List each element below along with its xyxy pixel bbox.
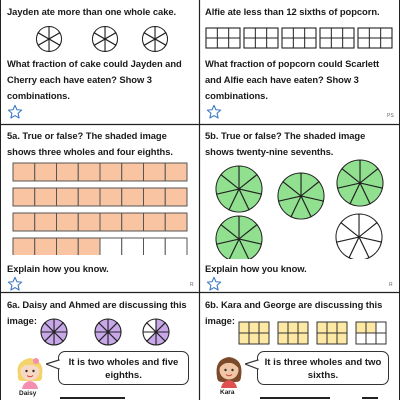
bubble-tail (46, 359, 62, 371)
bar-section (100, 188, 122, 206)
q6b-title-line1: 6b. Kara and George are discussing this (205, 299, 383, 310)
bar-section (35, 238, 57, 255)
q5a-explain: Explain how you know. (7, 263, 109, 274)
bar-section (122, 213, 144, 231)
avatar-name-kara: Kara (220, 389, 235, 396)
bar-section (144, 188, 166, 206)
star-outline-icon[interactable] (206, 276, 222, 292)
grid-cell (327, 333, 337, 344)
q4b-corner-code: PS (387, 113, 394, 119)
bar-section (57, 238, 79, 255)
grid-cell (298, 322, 308, 333)
grid-cell (356, 333, 366, 344)
star-outline-icon[interactable] (206, 104, 222, 120)
question-5a (0, 125, 200, 293)
speech-line1: It is two wholes and five (68, 357, 179, 368)
popcorn-grid (358, 28, 392, 48)
grid-cell (278, 333, 288, 344)
grid-cell (278, 322, 288, 333)
bar-section (57, 163, 79, 181)
bar-section (165, 213, 187, 231)
bar-section (100, 238, 122, 255)
bar-section (35, 213, 57, 231)
fraction-bar (13, 213, 187, 231)
q4a-question-line1: What fraction of cake could Jayden and (7, 58, 182, 69)
q5a-title-line2: shows three wholes and four eighths. (7, 146, 173, 157)
popcorn-grid (320, 28, 354, 48)
q4b-question-line2: and Alfie each have eaten? Show 3 (205, 74, 359, 85)
girl-avatar-icon (209, 350, 249, 390)
fraction-bars (11, 161, 191, 255)
grid-cell (317, 333, 327, 344)
grid-cell (337, 322, 347, 333)
q4a-statement: Jayden ate more than one whole cake. (7, 6, 177, 17)
green-circle (216, 216, 262, 259)
cake-circle (143, 27, 168, 52)
grid-cell (376, 322, 386, 333)
grid-cell (288, 322, 298, 333)
bar-section (165, 163, 187, 181)
grid-cell (239, 333, 249, 344)
speech-line2: eighths. (105, 370, 142, 381)
speech-line2: sixths. (307, 370, 339, 381)
popcorn-grid (244, 28, 278, 48)
grid-cell (249, 333, 259, 344)
bar-section (144, 238, 166, 255)
grid-cell (239, 322, 249, 333)
avatar-name-daisy: Daisy (19, 390, 37, 397)
cake-circle (37, 27, 62, 52)
yellow-grid (317, 322, 347, 344)
star-outline-icon[interactable] (7, 276, 23, 292)
cake-circle (93, 27, 118, 52)
q5b-title-line1: 5b. True or false? The shaded image (205, 130, 366, 141)
green-circle (216, 166, 262, 212)
q4a-question-line2: Cherry each have eaten? Show 3 (7, 74, 152, 85)
speech-bubble-daisy (58, 351, 189, 385)
grid-cell (259, 333, 269, 344)
question-6b (200, 293, 400, 400)
bar-section (57, 213, 79, 231)
green-circle (336, 214, 382, 259)
bar-section (78, 163, 100, 181)
grid-cell (259, 322, 269, 333)
bar-section (35, 188, 57, 206)
lilac-circle (143, 319, 169, 345)
q5a-title-line1: 5a. True or false? The shaded image (7, 130, 167, 141)
grid-cell (288, 333, 298, 344)
green-circles (205, 159, 395, 259)
grid-cell (366, 333, 376, 344)
bubble-tail (245, 359, 261, 371)
bar-section (78, 213, 100, 231)
bar-section (144, 213, 166, 231)
star-outline-icon[interactable] (7, 104, 23, 120)
bar-section (122, 163, 144, 181)
q5b-corner-code: R (389, 282, 393, 288)
popcorn-grid-icon (204, 26, 394, 50)
popcorn-grid (206, 28, 240, 48)
yellow-grid (278, 322, 308, 344)
yellow-grid (356, 322, 386, 344)
green-circle (278, 173, 324, 219)
yellow-grids (237, 320, 397, 346)
grid-cell (337, 333, 347, 344)
q6a-title-line2: image: (7, 315, 37, 326)
q5b-explain: Explain how you know. (205, 263, 307, 274)
question-4b (200, 0, 400, 125)
grid-cell (366, 322, 376, 333)
bar-section (122, 188, 144, 206)
green-circle (337, 160, 383, 206)
q4b-question-line3: combinations. (205, 90, 268, 101)
grid-cell (327, 322, 337, 333)
bar-section (165, 188, 187, 206)
bar-section (13, 238, 35, 255)
fraction-bar (13, 238, 187, 255)
bar-section (35, 163, 57, 181)
footer-lines (0, 394, 400, 400)
fraction-bar (13, 163, 187, 181)
bar-section (13, 163, 35, 181)
q4a-question-line3: combinations. (7, 90, 70, 101)
lilac-circles (38, 317, 178, 349)
lilac-circle (41, 319, 67, 345)
q4b-statement: Alfie ate less than 12 sixths of popcorn. (205, 6, 380, 17)
lilac-circle (95, 319, 121, 345)
bar-section (13, 188, 35, 206)
fraction-bar (13, 188, 187, 206)
speech-line1: It is three wholes and two (264, 357, 382, 368)
bar-section (100, 163, 122, 181)
bar-section (57, 188, 79, 206)
grid-cell (298, 333, 308, 344)
grid-cell (317, 322, 327, 333)
grid-cell (376, 333, 386, 344)
question-5b (200, 125, 400, 293)
question-4a (0, 0, 200, 125)
bar-section (100, 213, 122, 231)
q6a-title-line1: 6a. Daisy and Ahmed are discussing this (7, 299, 187, 310)
grid-cell (356, 322, 366, 333)
q5a-corner-code: R (190, 282, 194, 288)
girl-avatar-icon (10, 351, 50, 391)
yellow-grid (239, 322, 269, 344)
q6b-title-line2: image: (205, 315, 235, 326)
bar-section (122, 238, 144, 255)
q4b-question-line1: What fraction of popcorn could Scarlett (205, 58, 380, 69)
bar-section (144, 163, 166, 181)
cake-circle-icon (35, 25, 175, 55)
bar-section (165, 238, 187, 255)
grid-cell (249, 322, 259, 333)
speech-bubble-kara (257, 351, 389, 385)
question-6a (0, 293, 200, 400)
cake-circles (35, 25, 175, 55)
bar-section (78, 188, 100, 206)
q5b-title-line2: shows twenty-nine sevenths. (205, 146, 334, 157)
popcorn-grid (282, 28, 316, 48)
bar-section (78, 238, 100, 255)
bar-section (13, 213, 35, 231)
